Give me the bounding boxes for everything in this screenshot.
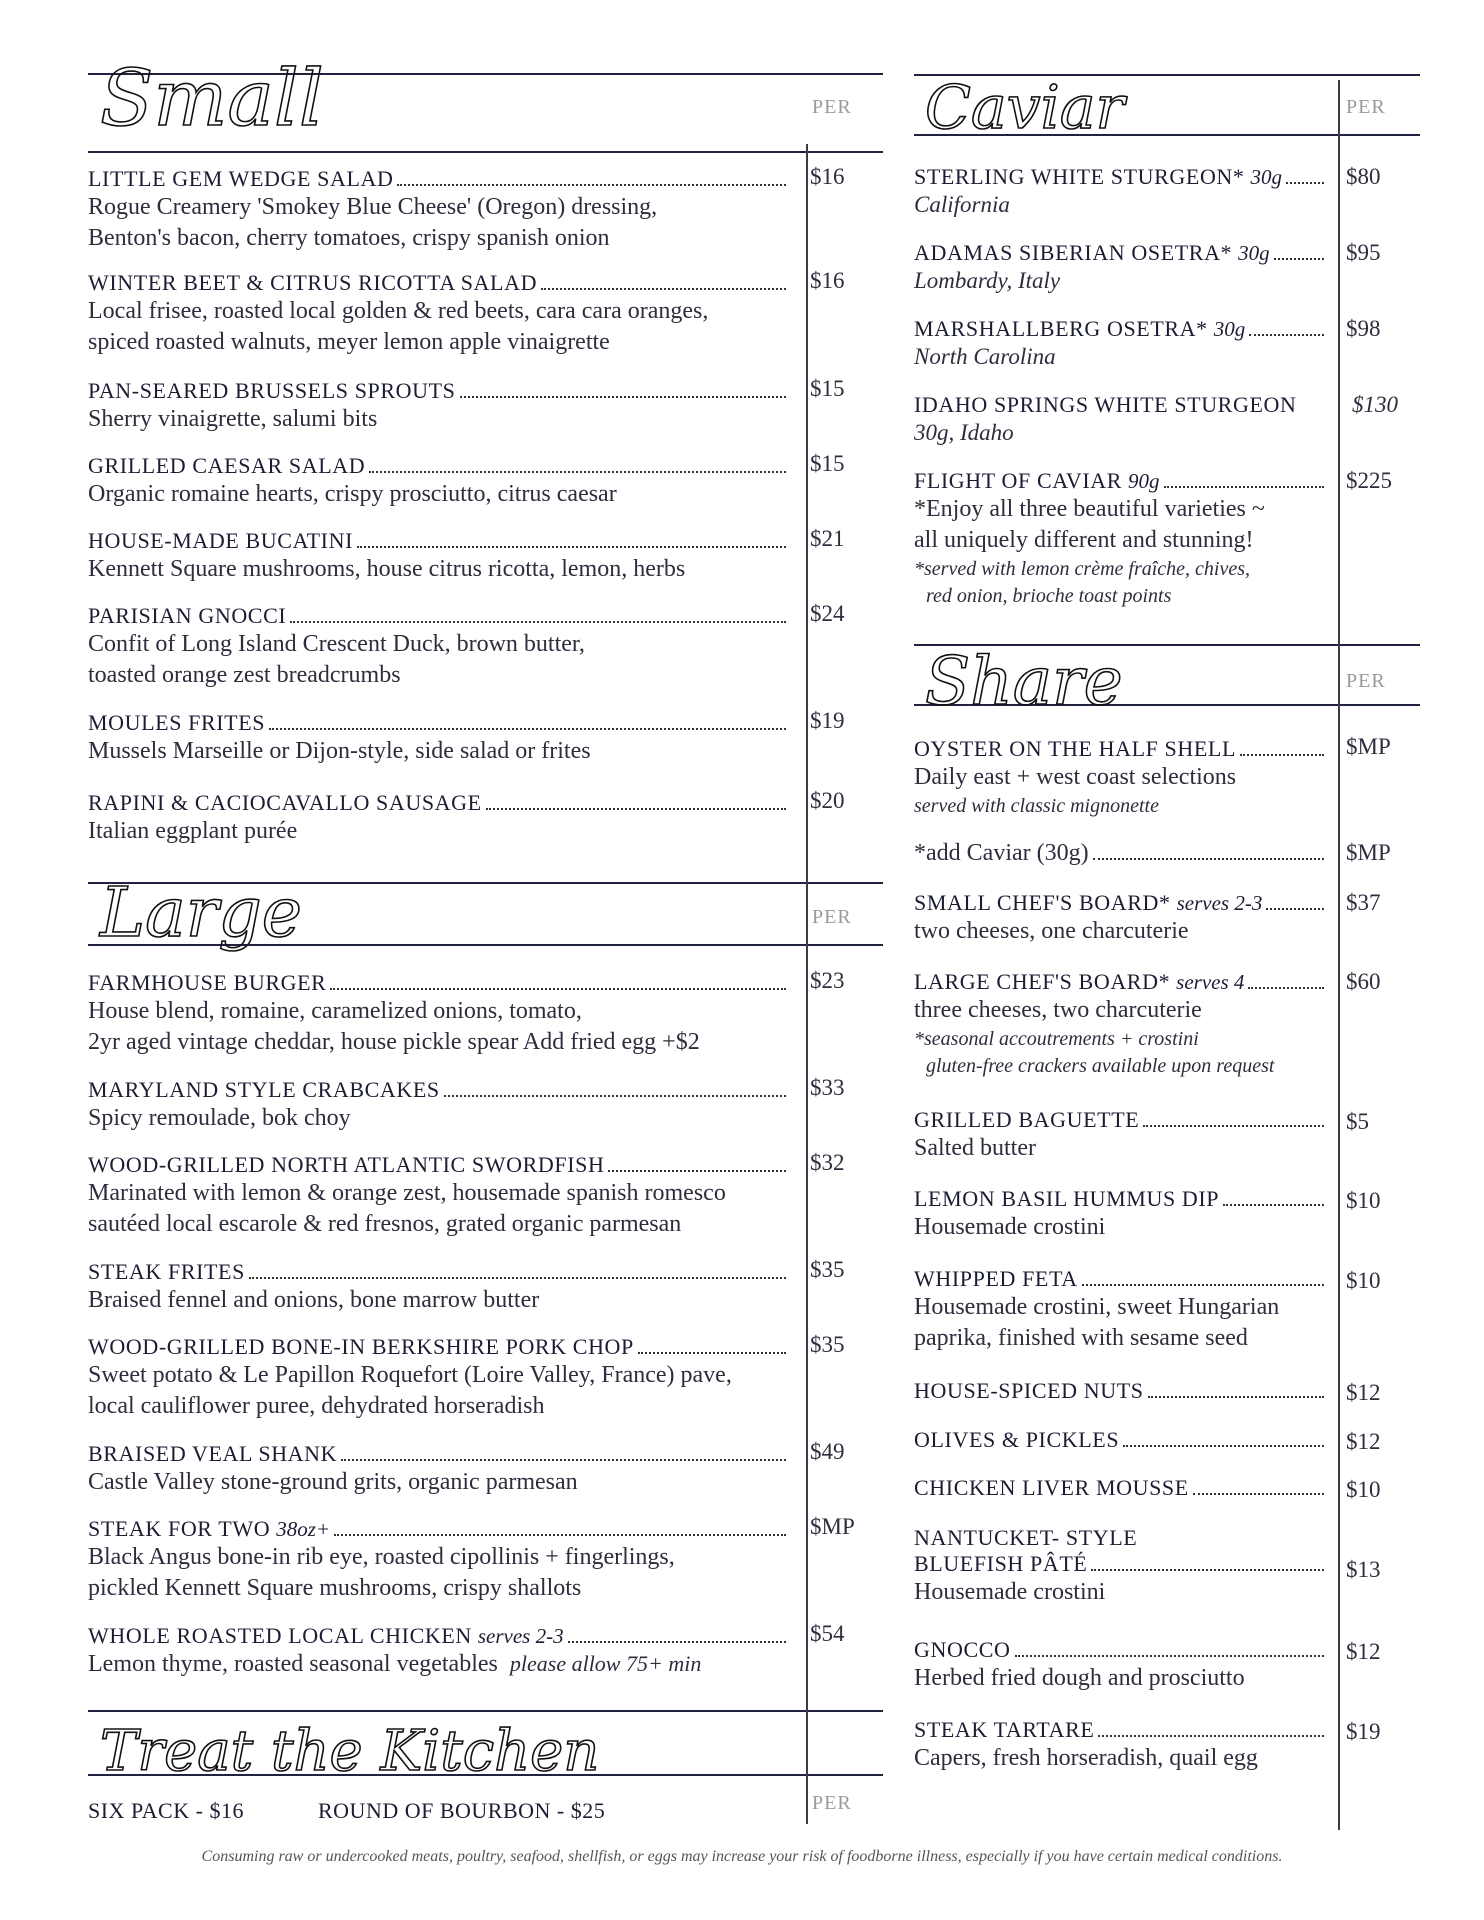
item-price: $130 [1352,392,1398,417]
item-price: $19 [810,708,845,733]
menu-item: WHIPPED FETA Housemade crostini, sweet Hungarian paprika, finished with sesame seed [914,1266,1328,1354]
item-price: $95 [1346,240,1381,265]
menu-item: STEAK TARTARE Capers, fresh horseradish, quail egg [914,1717,1328,1774]
caviar-per-label: PER [1346,96,1386,118]
svg-text:Small: Small [100,54,324,144]
left-price-divider [806,144,808,1824]
item-price: $33 [810,1075,845,1100]
item-price: $35 [810,1332,845,1357]
menu-item: NANTUCKET- STYLE BLUEFISH PÂTÉ Housemade crostini [914,1525,1328,1608]
svg-text:Treat the Kitchen: Treat the Kitchen [100,1719,600,1784]
caviar-section-header [900,40,1484,143]
svg-text:Large: Large [100,874,302,953]
menu-item: LARGE CHEF'S BOARD* serves 4 three cheeses, two charcuterie *seasonal accoutrements + crostini gluten-free crackers available upon request [914,969,1328,1080]
treat-section-header [0,1690,890,1784]
menu-item: CHICKEN LIVER MOUSSE [914,1475,1328,1501]
item-price: $21 [810,526,845,551]
item-price: $49 [810,1439,845,1464]
item-price: $5 [1346,1109,1369,1134]
item-price: $80 [1346,164,1381,189]
item-price: $MP [810,1514,855,1539]
large-per-label: PER [812,906,852,928]
item-price: $12 [1346,1429,1381,1454]
item-price: $10 [1346,1268,1381,1293]
foodborne-illness-disclaimer: Consuming raw or undercooked meats, poultry, seafood, shellfish, or eggs may increase your risk of foodborne illness, especially if you have certain medical conditions. [201,1848,1283,1865]
menu-item: ADAMAS SIBERIAN OSETRA* 30g Lombardy, Italy [914,240,1328,296]
share-section-header [900,620,1484,720]
menu-item: PAN-SEARED BRUSSELS SPROUTS Sherry vinaigrette, salumi bits [88,378,790,435]
svg-text:Caviar: Caviar [925,73,1125,143]
menu-item: BRAISED VEAL SHANK Castle Valley stone-ground grits, organic parmesan [88,1441,790,1498]
item-price: $20 [810,788,845,813]
item-price: $12 [1346,1380,1381,1405]
menu-item: HOUSE-MADE BUCATINI Kennett Square mushrooms, house citrus ricotta, lemon, herbs [88,528,790,585]
menu-item: OYSTER ON THE HALF SHELL Daily east + west coast selections served with classic mignonette [914,736,1328,820]
menu-item: HOUSE-SPICED NUTS [914,1378,1328,1404]
item-price: $16 [810,164,845,189]
item-price: $32 [810,1150,845,1175]
item-price: $15 [810,376,845,401]
menu-item: STERLING WHITE STURGEON* 30g California [914,164,1328,220]
menu-item: RAPINI & CACIOCAVALLO SAUSAGE Italian eggplant purée [88,790,790,847]
treat-per-label: PER [812,1792,852,1814]
item-price: $54 [810,1621,845,1646]
bourbon-offer: ROUND OF BOURBON - $25 [318,1798,606,1823]
item-price: $35 [810,1257,845,1282]
menu-item: SMALL CHEF'S BOARD* serves 2-3 two cheeses, one charcuterie [914,890,1328,947]
menu-item: GRILLED BAGUETTE Salted butter [914,1107,1328,1164]
menu-item: GNOCCO Herbed fried dough and prosciutto [914,1637,1328,1694]
item-price: $37 [1346,890,1381,915]
item-price: $60 [1346,969,1381,994]
small-per-label: PER [812,96,852,118]
menu-item: FARMHOUSE BURGER House blend, romaine, caramelized onions, tomato, 2yr aged vintage cheddar, house pickle spear Add fried egg +$2 [88,970,790,1058]
item-price: $15 [810,451,845,476]
large-script-title [95,866,335,966]
item-price: $225 [1346,468,1392,493]
menu-item: FLIGHT OF CAVIAR 90g *Enjoy all three beautiful varieties ~ all uniquely different and stunning! *served with lemon crème fraîche, chives, red onion, brioche toast points [914,468,1328,610]
item-price: $16 [810,268,845,293]
small-script-title [95,45,335,145]
menu-item: WOOD-GRILLED NORTH ATLANTIC SWORDFISH Marinated with lemon & orange zest, housemade spanish romesco sautéed local escarole & red fresnos, grated organic parmesan [88,1152,790,1240]
menu-item: GRILLED CAESAR SALAD Organic romaine hearts, crispy prosciutto, citrus caesar [88,453,790,510]
menu-item: WHOLE ROASTED LOCAL CHICKEN serves 2-3 Lemon thyme, roasted seasonal vegetables please allow 75+ min [88,1623,790,1680]
item-price: $23 [810,968,845,993]
share-per-label: PER [1346,670,1386,692]
item-price: $10 [1346,1188,1381,1213]
menu-item: OLIVES & PICKLES [914,1427,1328,1453]
six-pack-offer: SIX PACK - $16 [88,1798,244,1823]
item-price: $12 [1346,1639,1381,1664]
right-price-divider [1338,80,1340,1830]
menu-item: PARISIAN GNOCCI Confit of Long Island Crescent Duck, brown butter, toasted orange zest breadcrumbs [88,603,790,691]
small-section-header [0,40,890,144]
menu-item: *add Caviar (30g) [914,838,1328,869]
item-price: $10 [1346,1477,1381,1502]
menu-item: STEAK FOR TWO 38oz+ Black Angus bone-in rib eye, roasted cipollinis + fingerlings, pickled Kennett Square mushrooms, crispy shallots [88,1516,790,1604]
item-price: $MP [1346,734,1391,759]
item-price: $19 [1346,1719,1381,1744]
menu-item: MOULES FRITES Mussels Marseille or Dijon-style, side salad or frites [88,710,790,767]
menu-item: WINTER BEET & CITRUS RICOTTA SALAD Local frisee, roasted local golden & red beets, cara cara oranges, spiced roasted walnuts, meyer lemon apple vinaigrette [88,270,790,358]
item-price: $13 [1346,1557,1381,1582]
share-script-title [920,626,1140,726]
menu-item: IDAHO SPRINGS WHITE STURGEON 30g, Idaho [914,392,1297,445]
menu-item: STEAK FRITES Braised fennel and onions, bone marrow butter [88,1259,790,1316]
treat-script-title [95,1700,600,1790]
right-column [900,0,1484,1920]
svg-text:Share: Share [925,643,1123,720]
caviar-script-title [920,50,1140,150]
item-price: $24 [810,601,845,626]
menu-item: LEMON BASIL HUMMUS DIP Housemade crostini [914,1186,1328,1243]
menu-item: MARYLAND STYLE CRABCAKES Spicy remoulade, bok choy [88,1077,790,1134]
menu-item: WOOD-GRILLED BONE-IN BERKSHIRE PORK CHOP Sweet potato & Le Papillon Roquefort (Loire Valley, France) pave, local cauliflower puree, dehydrated horseradish [88,1334,790,1422]
item-price: $MP [1346,840,1391,865]
menu-item: LITTLE GEM WEDGE SALAD Rogue Creamery 'Smokey Blue Cheese' (Oregon) dressing, Benton's bacon, cherry tomatoes, crispy spanish onion [88,166,790,254]
item-price: $98 [1346,316,1381,341]
menu-item: MARSHALLBERG OSETRA* 30g North Carolina [914,316,1328,372]
large-section-header [0,846,890,953]
